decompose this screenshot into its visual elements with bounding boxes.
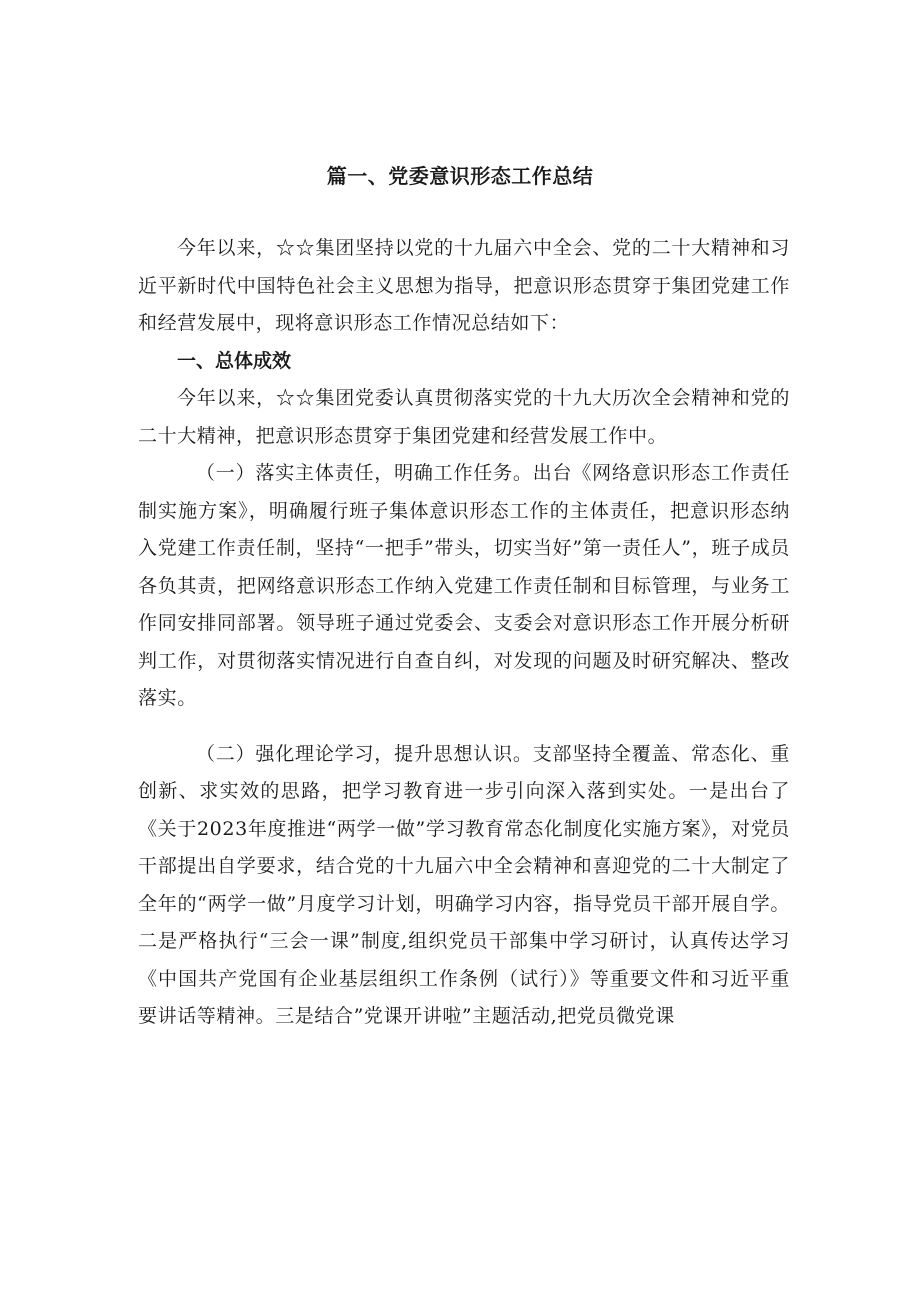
item-2-paragraph: （二）强化理论学习，提升思想认识。支部坚持全覆盖、常态化、重创新、求实效的思路，把学习教育进一步引向深入落到实处。一是出台了《关于2023年度推进“两学一做”学习教育常态化制度化实施方案》，对党员干部提出自学要求，结合党的十九届六中全会精神和喜迎党的二十大制定了全年的“两学一做”月度学习计划，明确学习内容，指导党员干部开展自学。二是严格执行“三会一课”制度,组织党员干部集中学习研讨，认真传达学习《中国共产党国有企业基层组织工作条例（试行）》等重要文件和习近平重要讲话等精神。三是结合”党课开讲啦”主题活动,把党员微党课	[138, 742, 790, 1027]
item-1-paragraph: （一）落实主体责任，明确工作任务。出台《网络意识形态工作责任制实施方案》，明确履行班子集体意识形态工作的主体责任，把意识形态纳入党建工作责任制，坚持“一把手”带头，切实当好”第一责任人”，班子成员各负其责，把网络意识形态工作纳入党建工作责任制和目标管理，与业务工作同安排同部署。领导班子通过党委会、支委会对意识形态工作开展分析研判工作，对贯彻落实情况进行自查自纠，对发现的问题及时研究解决、整改落实。	[138, 462, 790, 709]
section-intro-paragraph: 今年以来，☆☆集团党委认真贯彻落实党的十九大历次全会精神和党的二十大精神，把意识形态贯穿于集团党建和经营发展工作中。	[138, 387, 790, 447]
document-title: 篇一、党委意识形态工作总结	[326, 164, 594, 188]
paragraph-gap	[138, 718, 790, 736]
document-body	[138, 230, 790, 1036]
section-heading-overall-results: 一、总体成效	[177, 349, 292, 372]
intro-paragraph: 今年以来，☆☆集团坚持以党的十九届六中全会、党的二十大精神和习近平新时代中国特色社会主义思想为指导，把意识形态贯穿于集团党建工作和经营发展中，现将意识形态工作情况总结如下：	[138, 237, 790, 334]
